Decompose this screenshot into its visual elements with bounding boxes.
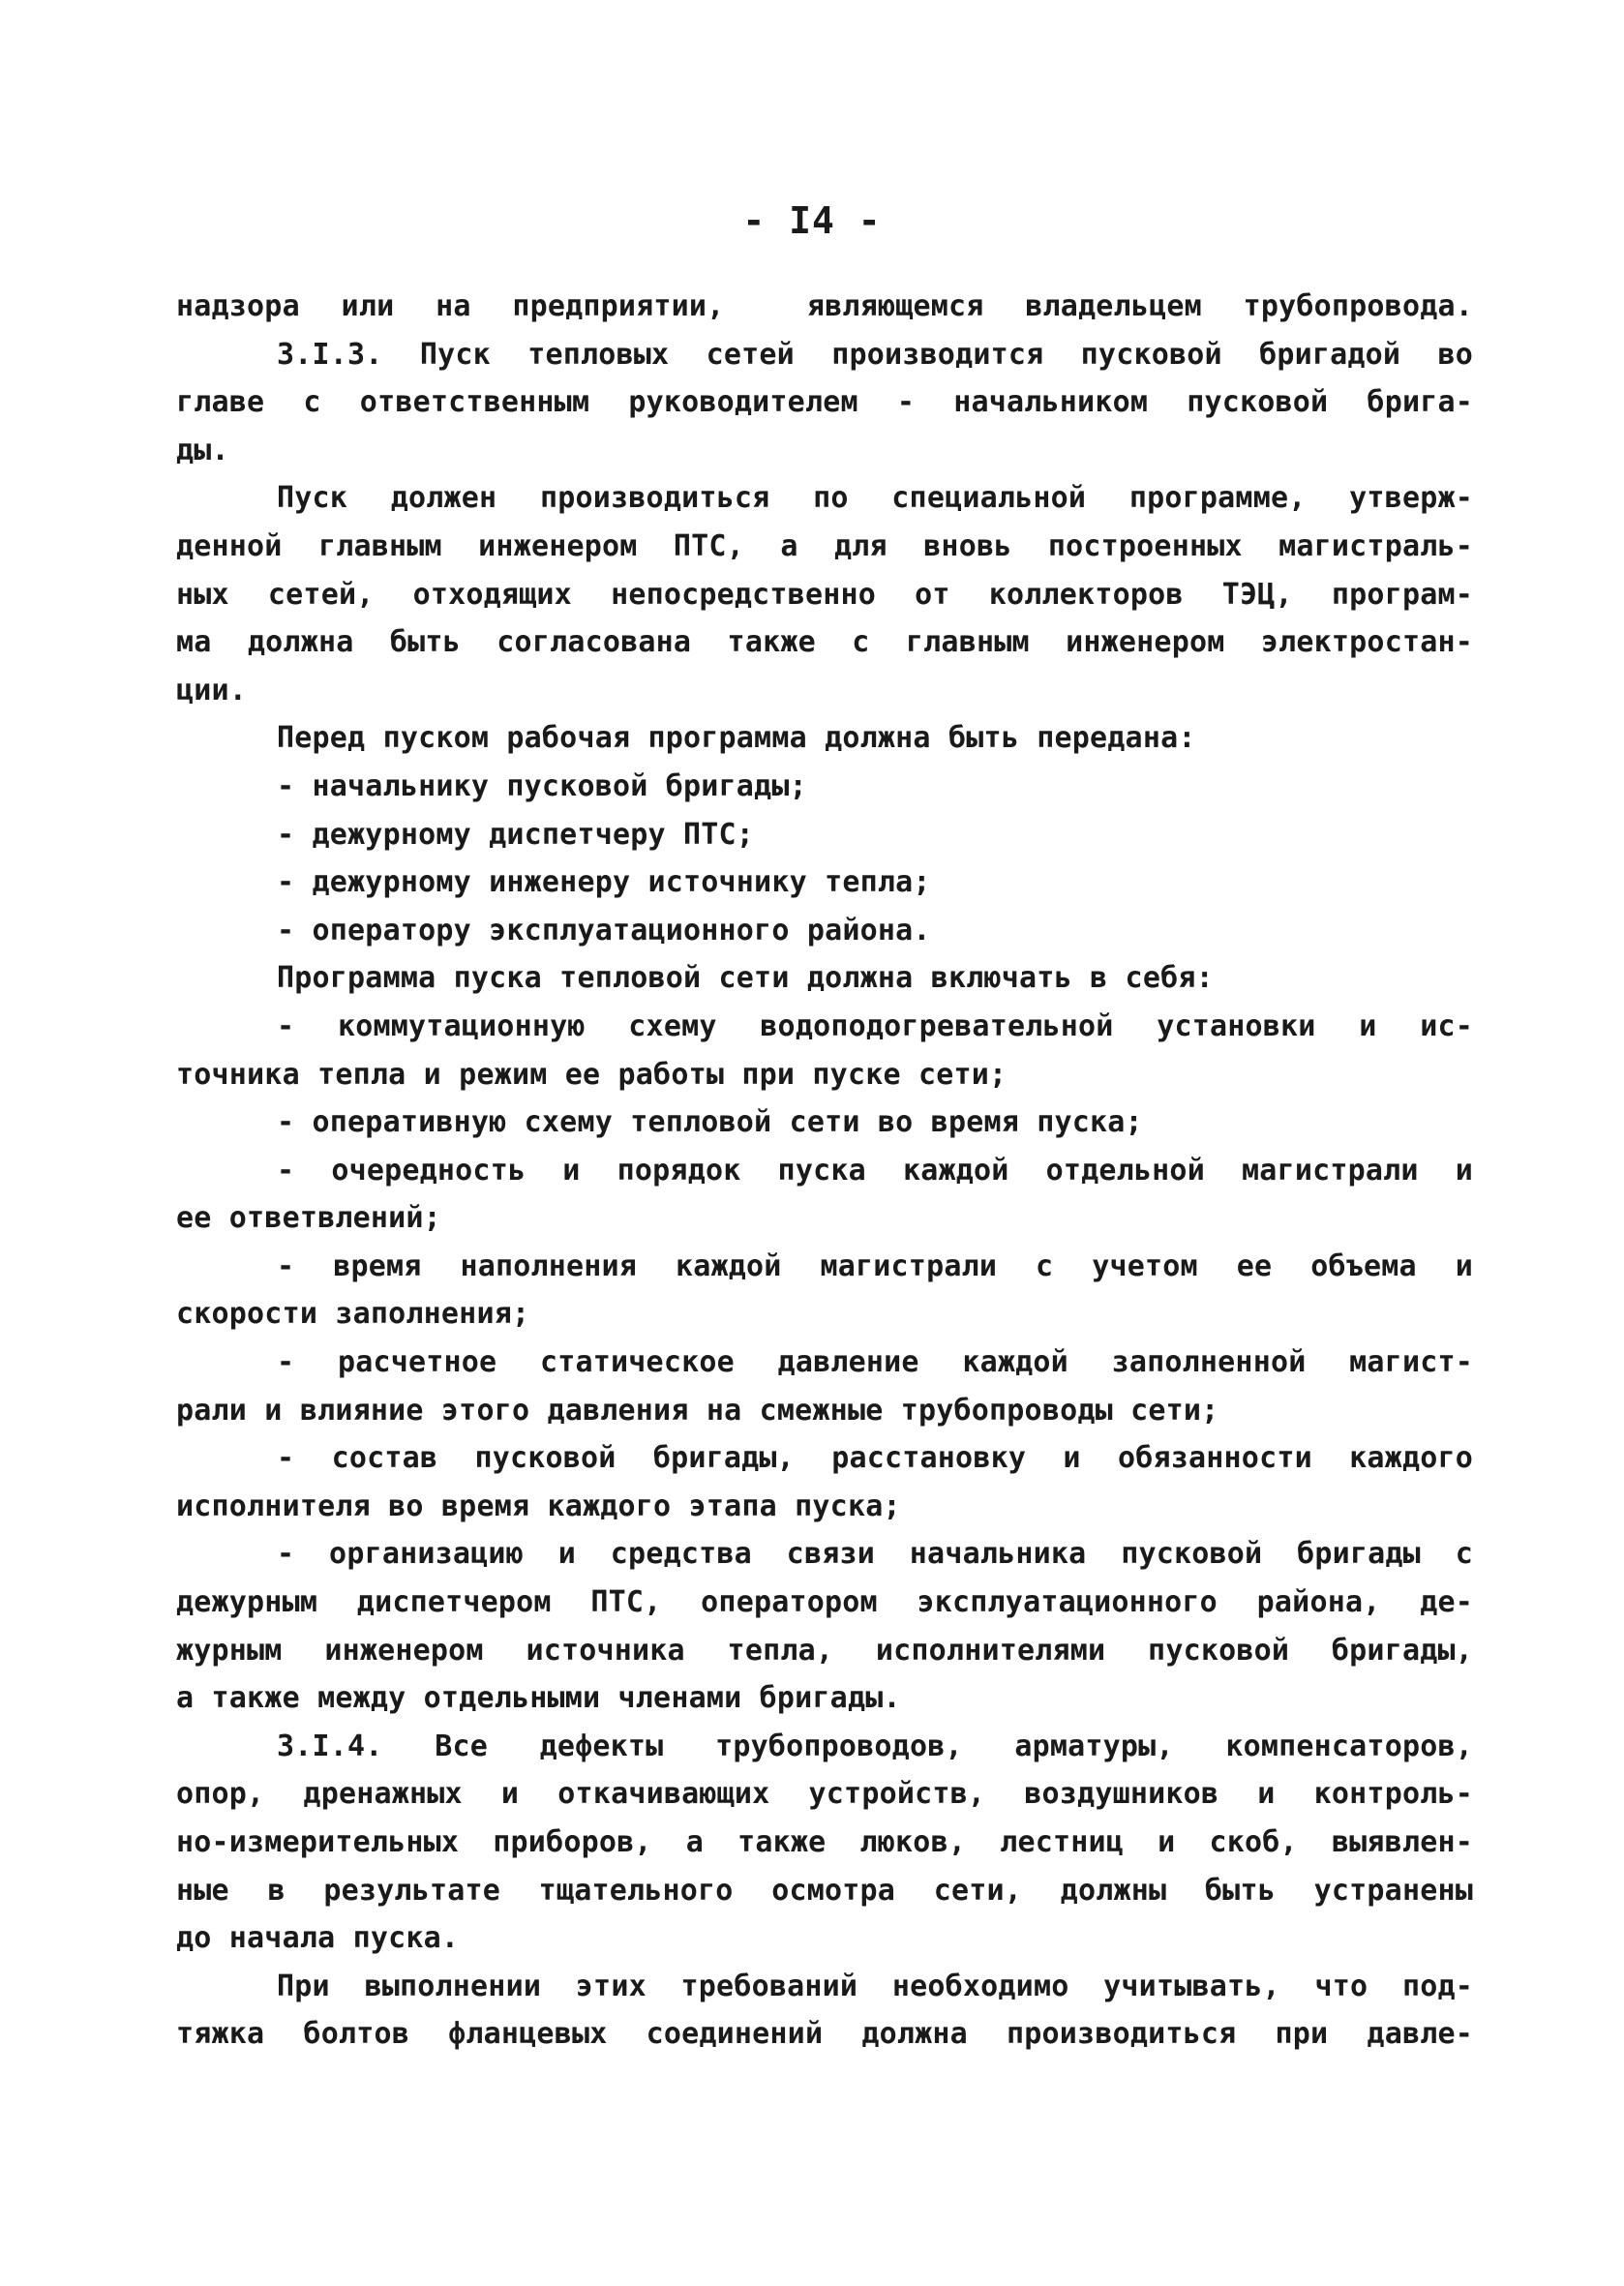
text-line: до начала пуска.: [176, 1921, 460, 1956]
text-line: ее ответвлений;: [176, 1201, 441, 1236]
text-line: - дежурному диспетчеру ПТС;: [277, 817, 755, 852]
text-line: - организацию и средства связи начальника пусковой бригады с: [277, 1537, 1473, 1572]
text-line: ма должна быть согласована также с главным инженером электростан-: [176, 625, 1473, 660]
text-line: денной главным инженером ПТС, а для вновь построенных магистраль-: [176, 528, 1473, 563]
text-line: 3.I.3. Пуск тепловых сетей производится пусковой бригадой во: [277, 337, 1473, 372]
text-line: ных сетей, отходящих непосредственно от коллекторов ТЭЦ, програм-: [176, 577, 1473, 612]
text-line: - оператору эксплуатационного района.: [277, 913, 931, 947]
text-line: - дежурному инженеру источнику тепла;: [277, 865, 931, 900]
page-number: - I4 -: [742, 199, 882, 242]
text-line: Пуск должен производиться по специальной программе, утверж-: [277, 481, 1473, 516]
text-line: но-измерительных приборов, а также люков, лестниц и скоб, выявлен-: [176, 1825, 1473, 1859]
text-line: надзора или на предприятии, являющемся владельцем трубопровода.: [176, 289, 1473, 323]
text-line: - очередность и порядок пуска каждой отдельной магистрали и: [277, 1153, 1473, 1188]
text-line: точника тепла и режим ее работы при пуске сети;: [176, 1057, 1007, 1092]
text-line: а также между отдельными членами бригады.: [176, 1681, 901, 1716]
text-line: - состав пусковой бригады, расстановку и обязанности каждого: [277, 1441, 1473, 1476]
text-line: - время наполнения каждой магистрали с учетом ее объема и: [277, 1248, 1473, 1283]
text-line: - коммутационную схему водоподогревательной установки и ис-: [277, 1008, 1473, 1043]
text-line: Перед пуском рабочая программа должна быть передана:: [277, 721, 1196, 756]
text-line: главе с ответственным руководителем - начальником пусковой брига-: [176, 385, 1473, 420]
body-text: [176, 283, 1473, 2059]
text-line: - оперативную схему тепловой сети во время пуска;: [277, 1105, 1143, 1140]
text-line: ции.: [176, 673, 248, 707]
text-line: - начальнику пусковой бригады;: [277, 768, 807, 803]
text-line: 3.I.4. Все дефекты трубопроводов, арматуры, компенсаторов,: [277, 1729, 1473, 1763]
text-line: рали и влияние этого давления на смежные трубопроводы сети;: [176, 1393, 1219, 1428]
text-line: опор, дренажных и откачивающих устройств, воздушников и контроль-: [176, 1777, 1473, 1812]
text-line: ные в результате тщательного осмотра сети, должны быть устранены: [176, 1873, 1473, 1908]
text-line: При выполнении этих требований необходимо учитывать, что под-: [277, 1969, 1473, 2003]
text-line: Программа пуска тепловой сети должна включать в себя:: [277, 961, 1214, 996]
text-line: скорости заполнения;: [176, 1297, 530, 1332]
text-line: - расчетное статическое давление каждой заполненной магист-: [277, 1345, 1473, 1380]
text-line: дежурным диспетчером ПТС, оператором эксплуатационного района, де-: [176, 1585, 1473, 1620]
text-line: тяжка болтов фланцевых соединений должна производиться при давле-: [176, 2017, 1473, 2052]
text-line: ды.: [176, 433, 229, 467]
text-line: журным инженером источника тепла, исполнителями пусковой бригады,: [176, 1633, 1473, 1668]
text-line: исполнителя во время каждого этапа пуска;: [176, 1489, 901, 1523]
